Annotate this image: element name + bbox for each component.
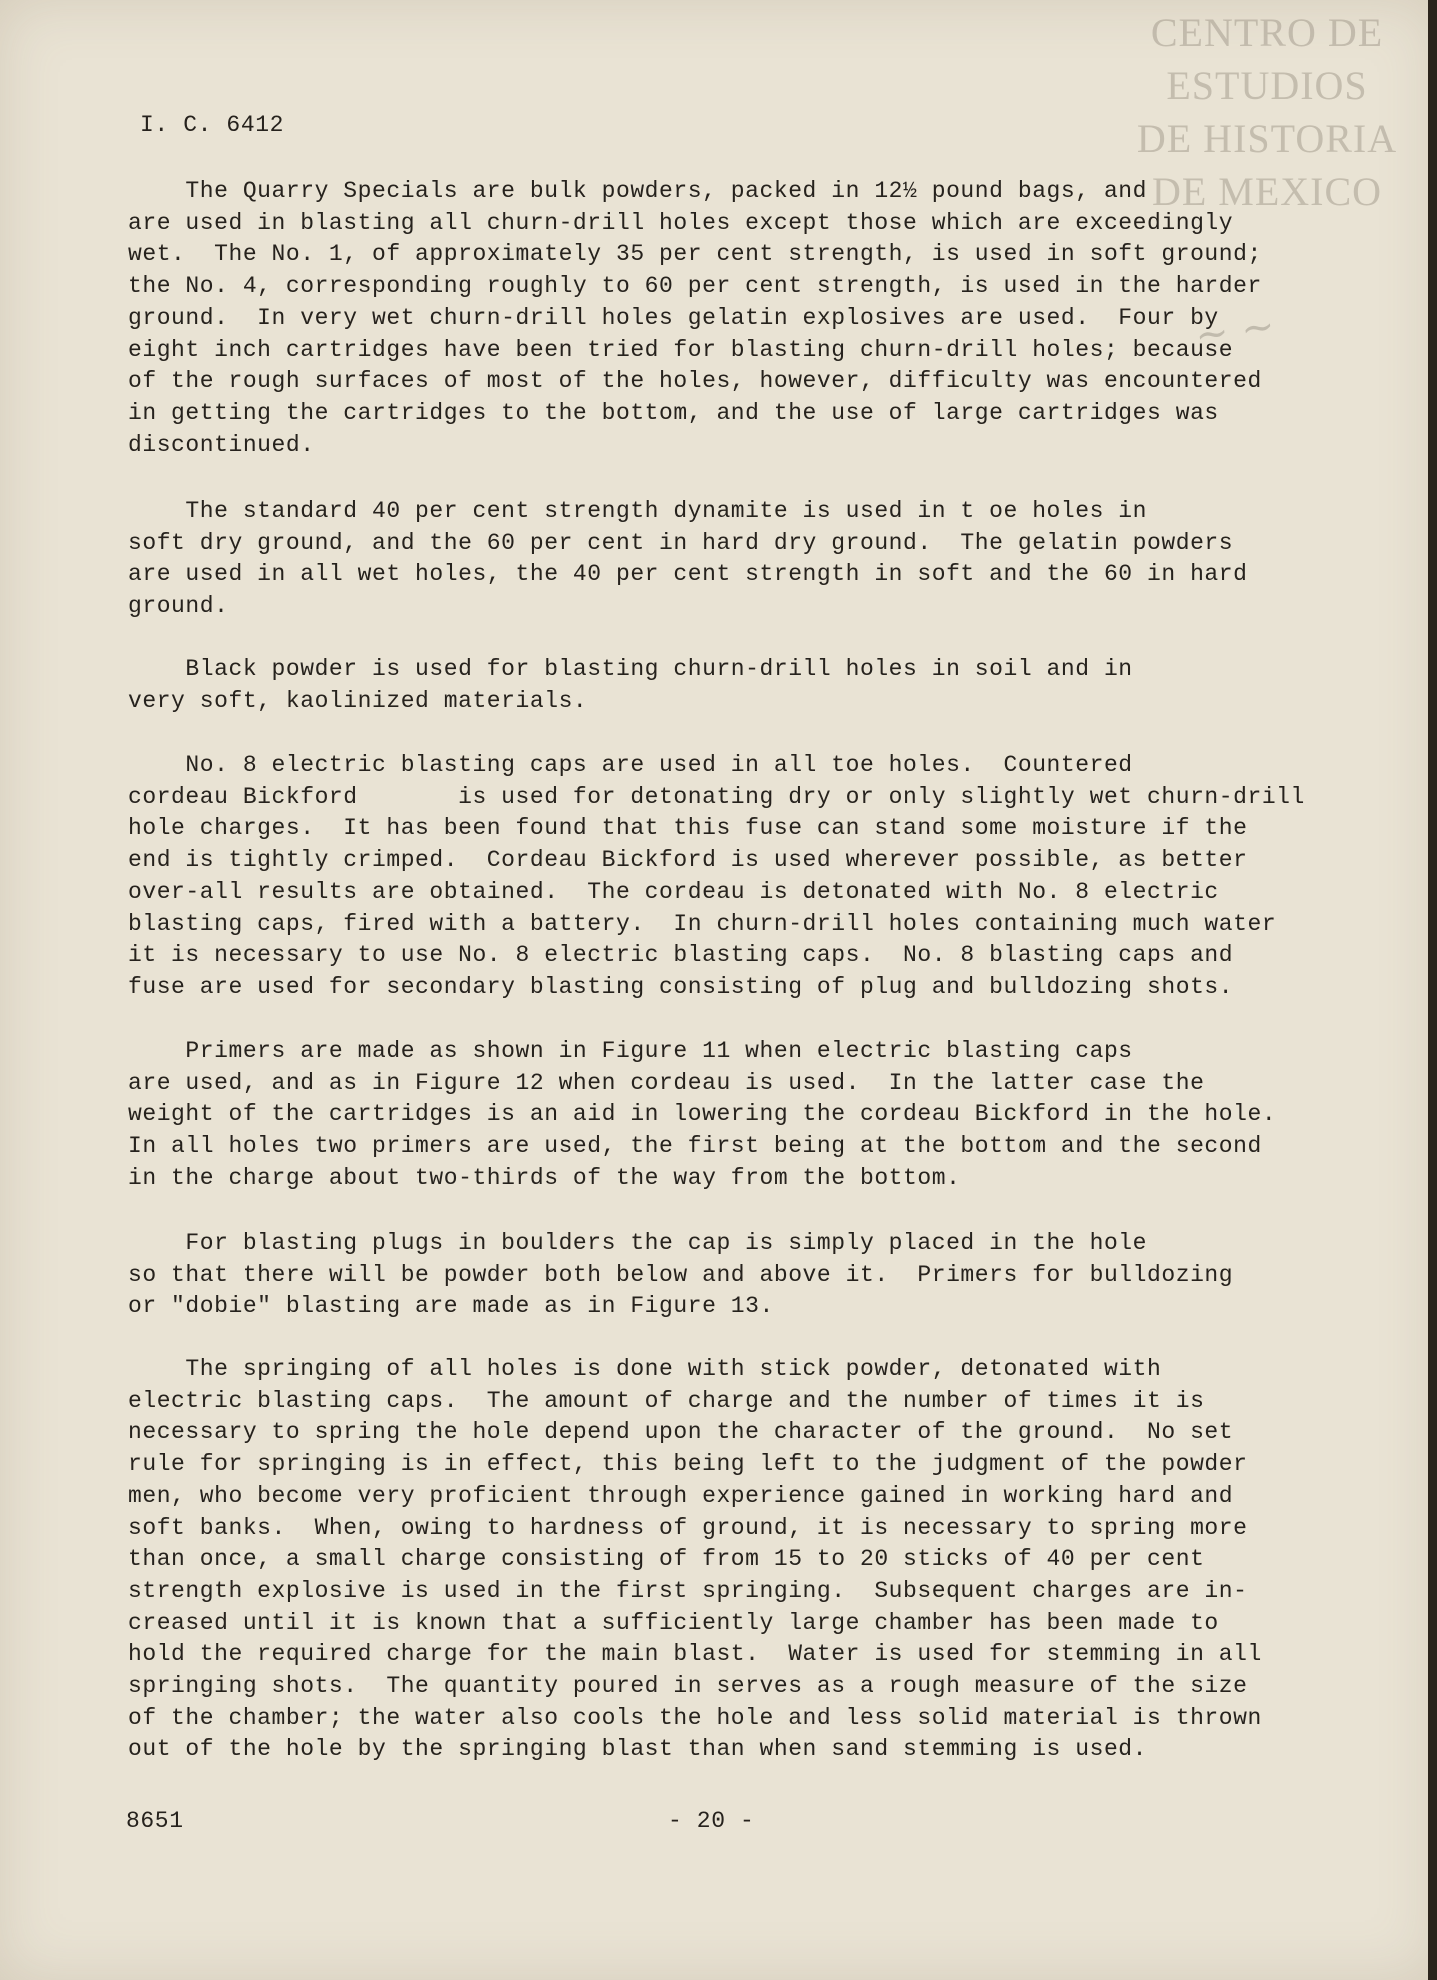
text-line: For blasting plugs in boulders the cap is simply placed in the hole	[128, 1230, 1148, 1256]
watermark-line: ESTUDIOS	[1166, 63, 1368, 108]
text-line: are used, and as in Figure 12 when cordeau is used. In the latter case the	[128, 1069, 1205, 1096]
text-line: soft banks. When, owing to hardness of ground, it is necessary to spring more	[128, 1514, 1248, 1541]
text-line: The standard 40 per cent strength dynamite is used in t oe holes in	[128, 498, 1148, 524]
text-line: No. 8 electric blasting caps are used in all toe holes. Countered	[128, 752, 1133, 778]
text-line: than once, a small charge consisting of from 15 to 20 sticks of 40 per cent	[128, 1546, 1205, 1573]
text-line: it is necessary to use No. 8 electric blasting caps. No. 8 blasting caps and	[128, 942, 1234, 969]
text-line: soft dry ground, and the 60 per cent in hard dry ground. The gelatin powders	[128, 529, 1234, 556]
text-line: Black powder is used for blasting churn-drill holes in soil and in	[128, 656, 1133, 682]
text-line: eight inch cartridges have been tried for blasting churn-drill holes; because	[128, 336, 1234, 363]
page-number: - 20 -	[668, 1808, 755, 1834]
faint-signature-mark: ~ ~	[1192, 302, 1278, 360]
paragraph	[128, 1036, 1408, 1195]
text-line: or "dobie" blasting are made as in Figure 13.	[128, 1293, 774, 1320]
text-line: rule for springing is in effect, this being left to the judgment of the powder	[128, 1451, 1248, 1478]
text-line: ground. In very wet churn-drill holes gelatin explosives are used. Four by	[128, 304, 1219, 331]
text-line: electric blasting caps. The amount of charge and the number of times it is	[128, 1387, 1205, 1414]
text-line: out of the hole by the springing blast than when sand stemming is used.	[128, 1736, 1148, 1763]
text-line: of the chamber; the water also cools the hole and less solid material is thrown	[128, 1704, 1262, 1731]
text-line: In all holes two primers are used, the first being at the bottom and the second	[128, 1133, 1262, 1160]
text-line: the No. 4, corresponding roughly to 60 per cent strength, is used in the harder	[128, 273, 1262, 300]
paragraph	[128, 654, 1408, 717]
text-line: are used in all wet holes, the 40 per cent strength in soft and the 60 in hard	[128, 561, 1248, 588]
paragraph	[128, 176, 1408, 461]
text-line: springing shots. The quantity poured in serves as a rough measure of the size	[128, 1673, 1248, 1700]
scan-edge	[1428, 0, 1437, 1980]
text-line: fuse are used for secondary blasting consisting of plug and bulldozing shots.	[128, 973, 1234, 1000]
document-header: I. C. 6412	[140, 112, 285, 138]
text-line: are used in blasting all churn-drill holes except those which are exceedingly	[128, 209, 1234, 236]
text-line: in the charge about two-thirds of the way from the bottom.	[128, 1164, 961, 1191]
watermark-line: DE HISTORIA	[1136, 116, 1398, 161]
text-line: The springing of all holes is done with stick powder, detonated with	[128, 1356, 1162, 1382]
text-line: end is tightly crimped. Cordeau Bickford is used wherever possible, as better	[128, 847, 1248, 874]
text-line: cordeau Bickford is used for detonating dry or only slightly wet churn-drill	[128, 783, 1305, 810]
text-line: wet. The No. 1, of approximately 35 per cent strength, is used in soft ground;	[128, 241, 1262, 268]
paragraph	[128, 1228, 1408, 1323]
text-line: men, who become very proficient through experience gained in working hard and	[128, 1482, 1234, 1509]
text-line: hole charges. It has been found that this fuse can stand some moisture if the	[128, 815, 1248, 842]
text-line: weight of the cartridges is an aid in lowering the cordeau Bickford in the hole.	[128, 1101, 1277, 1128]
text-line: of the rough surfaces of most of the holes, however, difficulty was encountered	[128, 368, 1262, 395]
paragraph	[128, 1354, 1408, 1766]
text-line: very soft, kaolinized materials.	[128, 687, 588, 714]
text-line: strength explosive is used in the first springing. Subsequent charges are in-	[128, 1577, 1248, 1604]
text-line: hold the required charge for the main blast. Water is used for stemming in all	[128, 1641, 1262, 1668]
text-line: over-all results are obtained. The cordeau is detonated with No. 8 electric	[128, 878, 1219, 905]
document-number: 8651	[126, 1808, 184, 1834]
watermark-line: DE MEXICO	[1151, 169, 1383, 214]
text-line: so that there will be powder both below and above it. Primers for bulldozing	[128, 1261, 1234, 1288]
text-line: discontinued.	[128, 431, 315, 458]
text-line: Primers are made as shown in Figure 11 when electric blasting caps	[128, 1038, 1133, 1064]
text-line: necessary to spring the hole depend upon the character of the ground. No set	[128, 1419, 1234, 1446]
text-line: blasting caps, fired with a battery. In churn-drill holes containing much water	[128, 910, 1277, 937]
text-line: creased until it is known that a sufficiently large chamber has been made to	[128, 1609, 1219, 1636]
text-line: in getting the cartridges to the bottom, and the use of large cartridges was	[128, 399, 1219, 426]
text-line: ground.	[128, 593, 229, 620]
paragraph	[128, 750, 1408, 1004]
text-line: The Quarry Specials are bulk powders, packed in 12½ pound bags, and	[128, 178, 1148, 204]
paragraph	[128, 496, 1408, 623]
watermark-line: CENTRO DE	[1150, 10, 1384, 55]
